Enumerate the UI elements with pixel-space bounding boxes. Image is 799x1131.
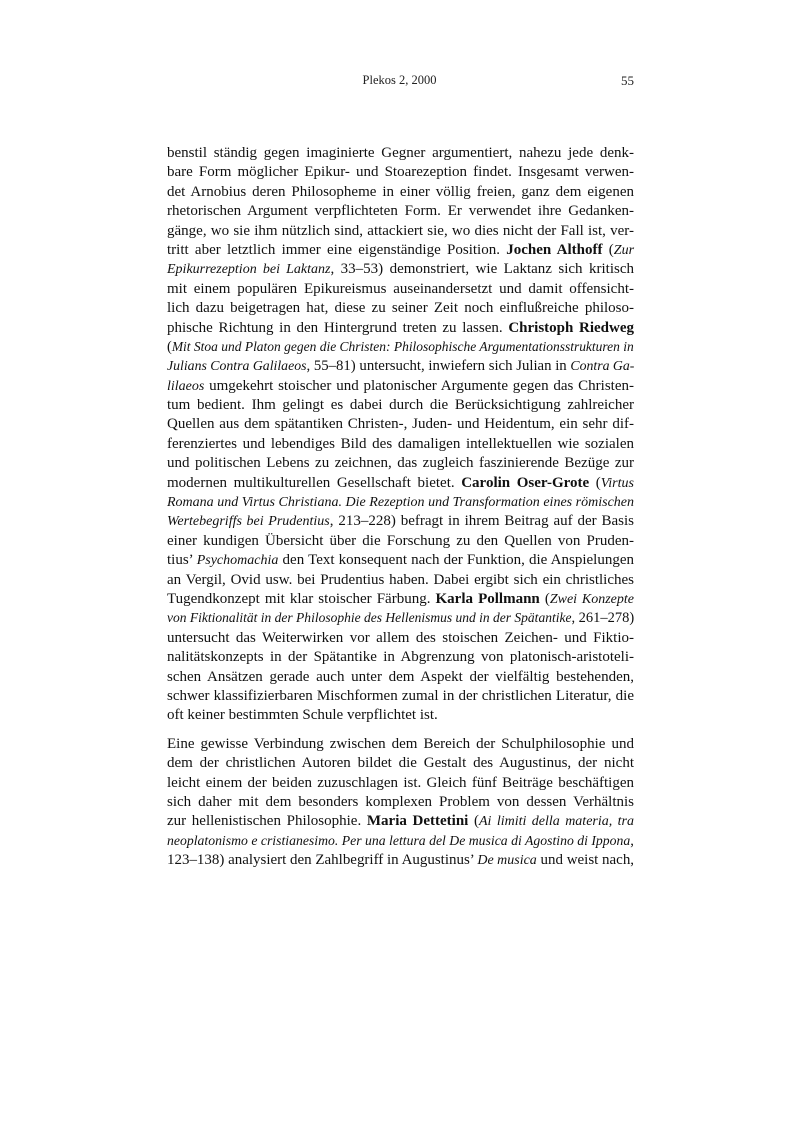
text-run: zur hellenistischen Philosophie. bbox=[167, 813, 367, 830]
text-run: an Vergil, Ovid usw. bei Prudentius haben. Dabei ergibt sich ein christliches bbox=[167, 571, 634, 588]
text-run: schwer klassifizierbaren Mischformen zumal in der christlichen Literatur, die bbox=[167, 687, 634, 704]
text-run: ( bbox=[167, 338, 172, 355]
text-line bbox=[167, 435, 634, 454]
text-run: ferenziertes und lebendiges Bild des damaligen intellektuellen wie sozialen bbox=[167, 435, 634, 452]
italic-title: Mit Stoa und Platon gegen die Christen: Philosophische Argumentationsstrukturen in bbox=[171, 339, 634, 355]
italic-title: von Fiktionalität in der Philosophie des Hellenismus und in der Spätantike bbox=[167, 611, 572, 627]
text-line bbox=[167, 706, 634, 725]
italic-title: Wertebegriffs bei Prudentius bbox=[167, 514, 330, 530]
italic-title: De musica bbox=[477, 853, 537, 869]
text-line bbox=[167, 493, 634, 512]
text-line bbox=[167, 144, 634, 163]
text-run: benstil ständig gegen imaginierte Gegner argumentiert, nahezu jede denk- bbox=[167, 145, 634, 161]
text-line bbox=[167, 571, 634, 590]
author-name: Karla Pollmann bbox=[435, 590, 540, 607]
text-run: nalitätskonzepts in der Spätantike in Abgrenzung von platonisch-aristoteli- bbox=[167, 649, 634, 666]
text-run: oft keiner bestimmten Schule verpflichtet ist. bbox=[167, 707, 438, 724]
text-line bbox=[167, 202, 634, 221]
text-line bbox=[167, 774, 634, 793]
text-run: schen Ansätzen gerade auch unter dem Aspekt der vielfältig bestehenden, bbox=[167, 668, 634, 685]
text-run: den Text konsequent nach der Funktion, die Anspielungen bbox=[278, 552, 634, 569]
text-line bbox=[167, 183, 634, 202]
text-line bbox=[167, 357, 635, 376]
italic-title: Epikurrezeption bei Laktanz bbox=[167, 262, 331, 278]
text-run: , 55–81) untersucht, inwiefern sich Julian in bbox=[306, 358, 571, 375]
text-line bbox=[167, 609, 635, 628]
text-run: ( bbox=[602, 241, 614, 258]
text-run: umgekehrt stoischer und platonischer Argumente gegen das Christen- bbox=[204, 377, 634, 394]
italic-title: lilaeos bbox=[167, 378, 205, 394]
text-run: det Arnobius deren Philosopheme in einer völlig freien, ganz dem eigenen bbox=[167, 183, 634, 200]
text-line bbox=[167, 474, 634, 493]
text-run: ( bbox=[468, 813, 479, 830]
text-run: bare Form möglicher Epikur- und Stoarezeption findet. Insgesamt verwen- bbox=[167, 164, 634, 181]
text-run: modernen multikulturellen Gesellschaft bietet. bbox=[167, 474, 462, 491]
paragraph bbox=[167, 735, 634, 871]
text-line bbox=[167, 377, 634, 396]
text-run: Quellen aus dem spätantiken Christen-, Juden- und Heidentum, ein sehr dif- bbox=[167, 416, 634, 433]
text-line bbox=[167, 551, 634, 570]
text-line bbox=[167, 280, 634, 299]
text-run: sich daher mit dem besonders komplexen Problem von dessen Verhältnis bbox=[167, 793, 634, 810]
text-line bbox=[167, 832, 634, 851]
italic-title: Contra Ga- bbox=[570, 359, 635, 375]
text-run: 123–138) analysiert den Zahlbegriff in Augustinus’ bbox=[167, 852, 478, 869]
text-line bbox=[167, 299, 634, 318]
text-line bbox=[167, 319, 634, 338]
text-run: dem der christlichen Autoren bildet die Gestalt des Augustinus, der nicht bbox=[167, 755, 634, 772]
text-run: , bbox=[630, 832, 634, 849]
text-run: lich dazu beigetragen hat, diese zu seiner Zeit noch einflußreiche philoso- bbox=[167, 300, 634, 317]
text-run: Tugendkonzept mit klar stoischer Färbung. bbox=[167, 590, 436, 607]
text-run: mit einem populären Epikureismus auseinandersetzt und damit offensicht- bbox=[167, 280, 634, 297]
text-run: tritt aber letztlich immer eine eigenständige Position. bbox=[167, 241, 507, 258]
italic-title: Romana und Virtus Christiana. Die Rezeption und Transformation eines römischen bbox=[167, 495, 634, 511]
text-line bbox=[167, 163, 634, 182]
italic-title: Psychomachia bbox=[196, 553, 279, 569]
page-number: 55 bbox=[621, 73, 634, 88]
text-line bbox=[167, 222, 634, 241]
italic-title: Julians Contra Galilaeos bbox=[167, 359, 307, 375]
italic-title: neoplatonismo e cristianesimo. Per una lettura del De musica di Agostino di Ippona bbox=[167, 833, 631, 849]
body-text bbox=[167, 144, 634, 879]
text-run: und politischen Lebens zu zeichnen, das zugleich faszinierende Bezüge zur bbox=[167, 455, 634, 472]
italic-title: Virtus bbox=[600, 475, 634, 491]
italic-title: Ai limiti della materia, tra bbox=[478, 814, 634, 830]
text-run: Eine gewisse Verbindung zwischen dem Bereich der Schulphilosophie und bbox=[167, 735, 634, 752]
running-title: Plekos 2, 2000 bbox=[362, 73, 437, 87]
text-line bbox=[167, 260, 634, 279]
text-line bbox=[167, 754, 634, 773]
text-run: rhetorischen Argument verpflichteten Form. Er verwendet ihre Gedanken- bbox=[167, 203, 634, 220]
text-line bbox=[167, 415, 634, 434]
text-run: untersucht das Weiterwirken vor allem des stoischen Zeichen- und Fiktio- bbox=[167, 629, 634, 646]
text-line bbox=[167, 687, 634, 706]
text-run: tum bedient. Ihm gelingt es dabei durch die Berücksichtigung zahlreicher bbox=[167, 397, 634, 414]
text-line bbox=[167, 668, 634, 687]
text-run: leicht einem der beiden zuzuschlagen ist. Gleich fünf Beiträge beschäftigen bbox=[167, 774, 634, 791]
text-line bbox=[167, 512, 634, 531]
text-line bbox=[167, 735, 634, 754]
text-run: phische Richtung in den Hintergrund treten zu lassen. bbox=[167, 319, 509, 336]
text-line bbox=[167, 793, 634, 812]
text-run: gänge, wo sie ihm nützlich sind, attackiert sie, wo dies nicht der Fall ist, ver- bbox=[167, 222, 634, 239]
author-name: Carolin Oser-Grote bbox=[461, 474, 590, 491]
italic-title: Zwei Konzepte bbox=[549, 591, 634, 607]
text-line bbox=[167, 812, 634, 831]
text-line bbox=[167, 590, 634, 609]
text-run: ( bbox=[539, 590, 550, 607]
text-run: , 33–53) demonstriert, wie Laktanz sich kritisch bbox=[330, 261, 634, 278]
author-name: Christoph Riedweg bbox=[508, 319, 634, 336]
text-line bbox=[167, 532, 634, 551]
italic-title: Zur bbox=[613, 242, 635, 258]
text-run: tius’ bbox=[167, 552, 197, 569]
text-run: einer kundigen Übersicht über die Forschung zu den Quellen von Pruden- bbox=[167, 532, 634, 549]
author-name: Maria Dettetini bbox=[366, 813, 469, 830]
text-run: , 213–228) befragt in ihrem Beitrag auf der Basis bbox=[329, 513, 635, 530]
text-run: ( bbox=[589, 474, 601, 491]
text-run: , 261–278) bbox=[571, 610, 635, 627]
text-line bbox=[167, 396, 634, 415]
text-line bbox=[167, 851, 633, 870]
text-line bbox=[167, 338, 634, 357]
text-line bbox=[167, 629, 634, 648]
author-name: Jochen Althoff bbox=[506, 241, 603, 258]
text-line bbox=[167, 241, 634, 260]
text-line bbox=[167, 648, 634, 667]
text-line bbox=[167, 454, 634, 473]
text-run: und weist nach, bbox=[536, 852, 635, 869]
paragraph bbox=[167, 144, 634, 726]
